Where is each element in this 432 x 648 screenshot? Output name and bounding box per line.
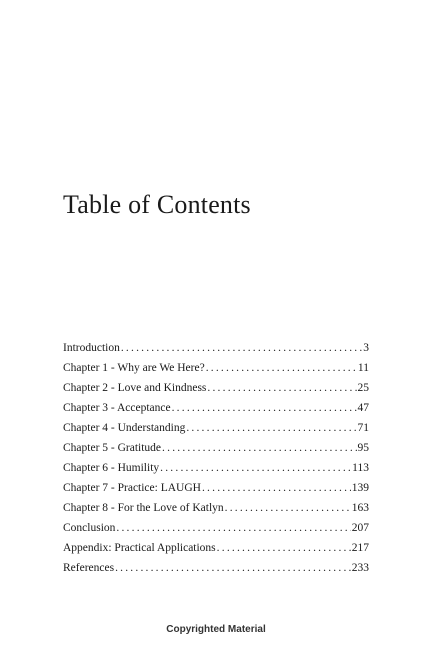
toc-entry-label: Chapter 5 - Gratitude [63, 442, 162, 454]
dot-leader [160, 462, 351, 474]
toc-entry-page: 233 [351, 562, 369, 574]
toc-entry-references [63, 562, 369, 582]
dot-leader [217, 542, 351, 554]
toc-entry-appendix [63, 542, 369, 562]
toc-entry-page: 217 [351, 542, 369, 554]
toc-entry-page: 95 [357, 442, 369, 454]
dot-leader [206, 362, 357, 374]
copyright-footer: Copyrighted Material [166, 624, 266, 635]
toc-entry-conclusion [63, 522, 369, 542]
toc-entry-label: Chapter 3 - Acceptance [63, 402, 171, 414]
toc-entry-page: 3 [363, 342, 369, 354]
toc-entry-label: Chapter 6 - Humility [63, 462, 160, 474]
toc-entry-label: References [63, 562, 115, 574]
toc-entry-page: 47 [357, 402, 369, 414]
toc-entry-label: Introduction [63, 342, 120, 354]
toc-entry-chapter-7 [63, 482, 369, 502]
toc-entry-label: Chapter 4 - Understanding [63, 422, 186, 434]
toc-entry-page: 11 [357, 362, 369, 374]
toc-entry-label: Chapter 1 - Why are We Here? [63, 362, 205, 374]
table-of-contents [63, 342, 369, 582]
toc-entry-chapter-6 [63, 462, 369, 482]
toc-entry-page: 207 [351, 522, 369, 534]
toc-entry-page: 25 [357, 382, 369, 394]
toc-entry-chapter-3 [63, 402, 369, 422]
toc-entry-introduction [63, 342, 369, 362]
dot-leader [115, 562, 351, 574]
toc-entry-label: Chapter 2 - Love and Kindness [63, 382, 207, 394]
toc-entry-label: Chapter 7 - Practice: LAUGH [63, 482, 201, 494]
toc-entry-chapter-2 [63, 382, 369, 402]
dot-leader [186, 422, 356, 434]
dot-leader [207, 382, 356, 394]
toc-entry-label: Conclusion [63, 522, 116, 534]
dot-leader [202, 482, 351, 494]
toc-entry-page: 71 [357, 422, 369, 434]
toc-entry-chapter-4 [63, 422, 369, 442]
toc-entry-page: 139 [351, 482, 369, 494]
dot-leader [225, 502, 351, 514]
toc-entry-page: 163 [351, 502, 369, 514]
toc-entry-chapter-8 [63, 502, 369, 522]
toc-entry-page: 113 [352, 462, 369, 474]
toc-entry-chapter-5 [63, 442, 369, 462]
page-title: Table of Contents [63, 190, 251, 219]
toc-entry-chapter-1 [63, 362, 369, 382]
dot-leader [121, 342, 362, 354]
dot-leader [172, 402, 357, 414]
toc-entry-label: Appendix: Practical Applications [63, 542, 216, 554]
dot-leader [116, 522, 350, 534]
dot-leader [162, 442, 356, 454]
toc-entry-label: Chapter 8 - For the Love of Katlyn [63, 502, 224, 514]
